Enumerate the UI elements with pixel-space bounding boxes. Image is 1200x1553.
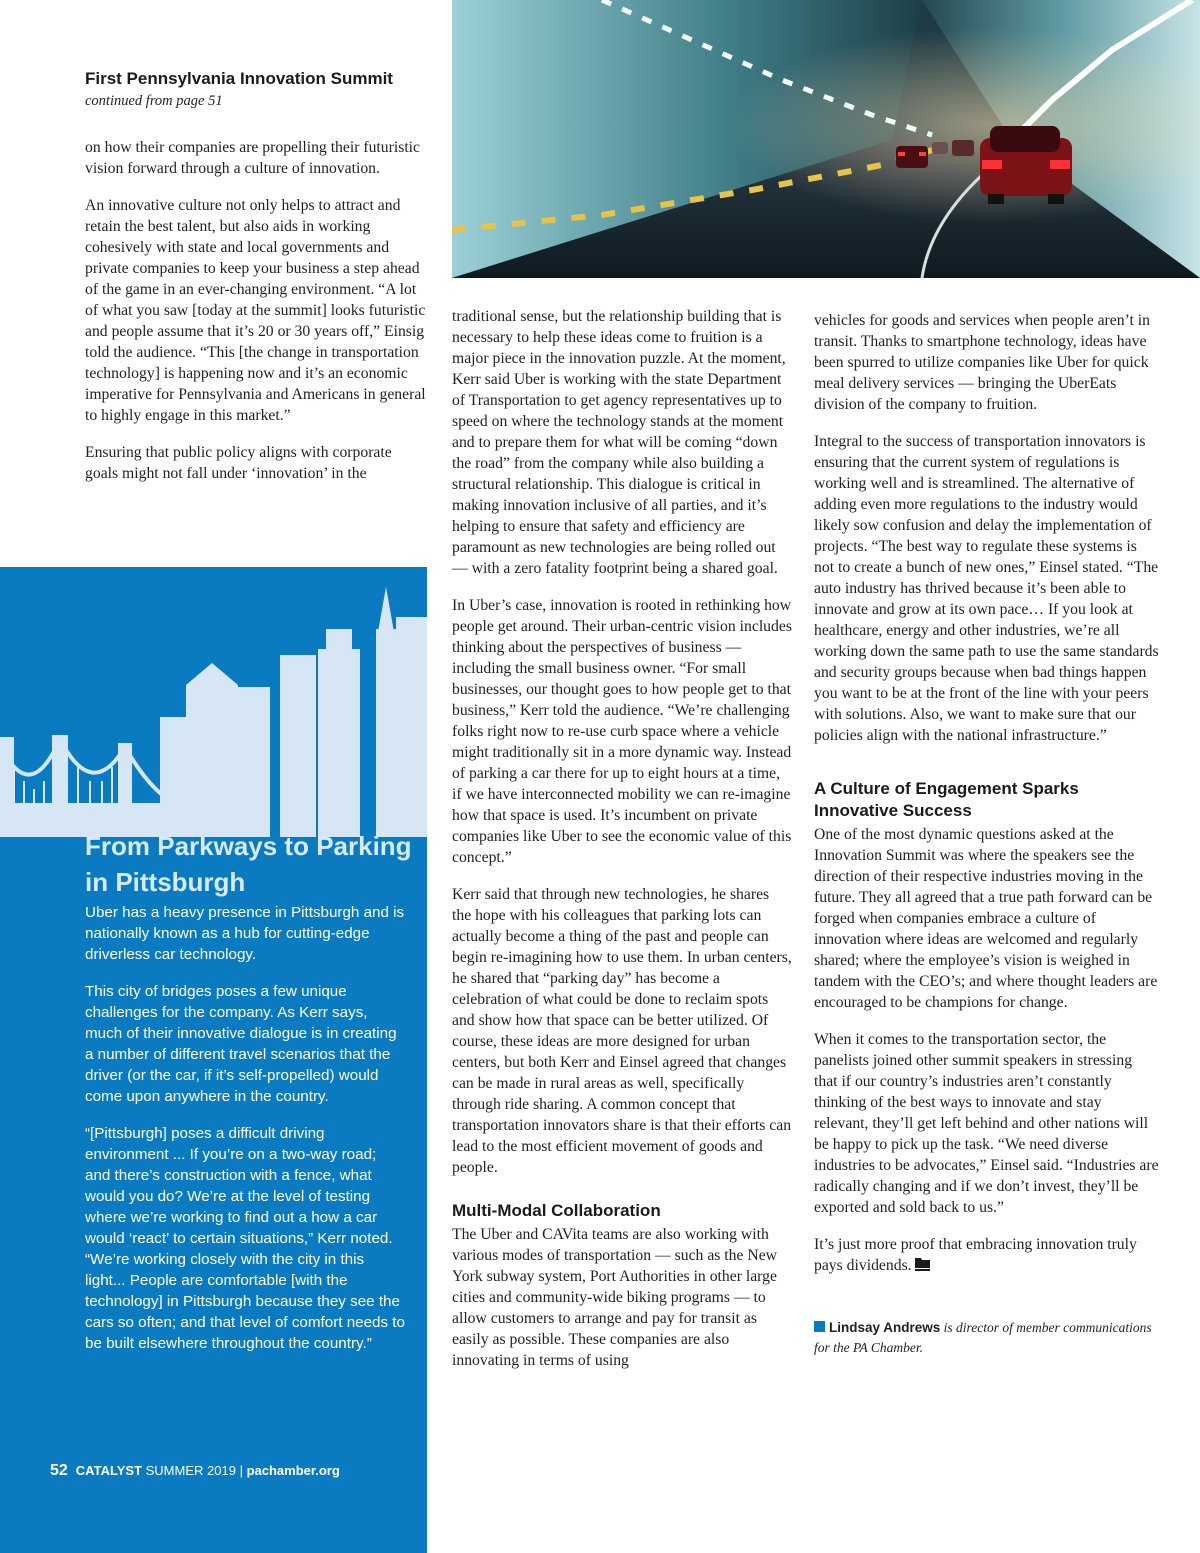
paragraph: An innovative culture not only helps to attract and retain the best talent, but also aids in working cohesively with state and local governments and private companies to keep your business a step ahead of the game in an ever-changing environment. “A lot of what you saw [today at the summit] looks futuristic and people assume that it’s 20 or 30 years off,” Einsig told the audience. “This [the change in transportation technology] is happening now and it’s an economic imperative for Pennsylvania and Americans in general to highly engage in this market.” xyxy=(85,197,426,424)
subheading-multi-modal: Multi-Modal Collaboration xyxy=(452,1201,661,1220)
paragraph: Integral to the success of transportation innovators is ensuring that the current system of regulations is working well and is streamlined. The alternative of adding even more regulations to the industry would likely sow confusion and delay the implementation of projects. “The best way to regulate these systems is not to create a bunch of new ones,” Einsel stated. “The auto industry has thrived because it’s been able to innovate and grow at its own pace… If you look at healthcare, energy and other industries, we’re all working down the same path to use the same standards and security groups because when bad things happen you want to be at the front of the line with your peers with solutions. Also, we want to make sure that our policies align with the national infrastructure.” xyxy=(814,433,1159,744)
byline-square-icon xyxy=(814,1321,825,1332)
magazine-name: CATALYST xyxy=(75,1463,143,1478)
paragraph: One of the most dynamic questions asked at the Innovation Summit was where the speakers see the direction of their respective industries moving in the future. They all agreed that a true path forward can be forged when companies embrace a culture of innovation where ideas are welcomed and regularly shared; where the employee’s vision is weighed in tandem with the CEO’s; and where thought leaders are encouraged to be champions for change. xyxy=(814,826,1158,1011)
red-car xyxy=(980,126,1072,204)
article-column-3 xyxy=(814,310,1159,1358)
sidebar-box xyxy=(0,567,427,1553)
paragraph-final xyxy=(814,1234,1159,1276)
sidebar-paragraph: This city of bridges poses a few unique challenges for the company. As Kerr says, much of their innovative dialogue is in creating a number of different travel scenarios that the driver (or the car, if it’s self-propelled) would come upon anywhere in the country. xyxy=(85,983,397,1105)
end-mark-icon xyxy=(914,1256,931,1272)
website-link[interactable]: pachamber.org xyxy=(242,1463,340,1478)
tunnel-photo xyxy=(452,0,1200,278)
paragraph xyxy=(814,1029,1159,1218)
paragraph: traditional sense, but the relationship building that is necessary to help these ideas come to fruition is a major piece in the innovation puzzle. At the moment, Kerr said Uber is working with the state Department of Transportation to get agency representatives up to speed on where the technology stands at the moment and to prepare them for what will be coming “down the road” from the company while also building a structural relationship. This dialogue is critical in making innovation inclusive of all parties, and it’s helping to ensure that safety and efficiency are paramount as new technologies are being rolled out — with a zero fatality footprint being a shared goal. xyxy=(452,308,786,577)
paragraph: In Uber’s case, innovation is rooted in rethinking how people get around. Their urban-centric vision includes thinking about the perspectives of business — including the small business owner. “For small businesses, our thought goes to how people get to that business,” Kerr told the audience. “We’re challenging folks right now to re-use curb space where a vehicle might traditionally sit in a more dynamic way. Instead of parking a car there for up to eight hours at a time, if we have interconnected mobility we can re-imagine how that space is used. It’s incumbent on private companies like Uber to see the economic value of this concept.” xyxy=(452,597,792,866)
sidebar-paragraph: Uber has a heavy presence in Pittsburgh and is nationally known as a hub for cutting-edge driverless car technology. xyxy=(85,904,405,963)
footer-separator: | xyxy=(239,1463,243,1478)
tunnel-traffic-photo xyxy=(452,0,1200,278)
article-header-title: First Pennsylvania Innovation Summit xyxy=(85,69,393,88)
article-column-2 xyxy=(452,306,792,1387)
sidebar-paragraph: “[Pittsburgh] poses a difficult driving environment ... If you’re on a two-way road; and there’s construction with a fence, what would you do? We’re at the level of testing where we’re working to find out a how a car would ‘react’ to certain situations,” Kerr noted. “We’re working closely with the city in this light... People are comfortable [with the technology] in Pittsburgh because they see the cars so often; and that level of comfort needs to be built elsewhere throughout the country.” xyxy=(85,1125,405,1352)
paragraph: on how their companies are propelling their futuristic vision forward through a culture of innovation. xyxy=(85,139,421,177)
continued-from-note: continued from page 51 xyxy=(85,93,223,109)
author-name: Lindsay Andrews xyxy=(829,1320,941,1335)
subheading-culture-of-engagement: A Culture of Engagement Sparks Innovative Success xyxy=(814,779,1079,820)
paragraph: The Uber and CAVita teams are also working with various modes of transportation — such as the New York subway system, Port Authorities in other large cities and community-wide biking programs — to allow customers to arrange and pay for transit as easily as possible. These companies are also innovating in terms of using xyxy=(452,1226,778,1369)
sidebar-body xyxy=(85,902,405,1370)
author-description: is director of member communications for the PA Chamber. xyxy=(814,1320,1152,1355)
closing-sentence: When it comes to the transportation sector, the panelists joined other summit speakers in stressing that if our country’s industries aren’t constantly thinking of the best ways to innovate and stay relevant, they’ll get left behind and other nations will be happy to pick up the task. “We need diverse industries to be advocates,” Einsel said. “Industries are radically changing and if we don’t invest, they’ll be exported and sold back to us.” xyxy=(814,1031,1159,1216)
issue-label: SUMMER 2019 xyxy=(142,1463,240,1478)
final-sentence: It’s just more proof that embracing innovation truly pays dividends. xyxy=(814,1236,1137,1274)
author-byline xyxy=(814,1318,1159,1358)
paragraph: vehicles for goods and services when people aren’t in transit. Thanks to smartphone technology, ideas have been spurred to utilize companies like Uber for quick meal delivery services — bringing the UberEats division of the company to fruition. xyxy=(814,312,1151,413)
article-column-1 xyxy=(85,137,427,500)
page-footer xyxy=(50,1462,340,1480)
sidebar-title: From Parkways to Parking in Pittsburgh xyxy=(85,831,412,897)
page-number: 52 xyxy=(50,1462,68,1479)
pittsburgh-skyline-graphic xyxy=(0,567,427,837)
paragraph: Ensuring that public policy aligns with corporate goals might not fall under ‘innovation’ in the xyxy=(85,444,392,482)
paragraph: Kerr said that through new technologies, he shares the hope with his colleagues that parking lots can actually become a thing of the past and people can begin re-imagining how to use them. In urban centers, he shared that “parking day” has become a celebration of what could be done to reclaim spots and show how that space can be better utilized. Of course, these ideas are more designed for urban centers, but both Kerr and Einsel agreed that changes can be made in rural areas as well, specifically through ride sharing. A common concept that transportation innovators share is that their efforts can lead to the most efficient movement of goods and people. xyxy=(452,886,792,1176)
